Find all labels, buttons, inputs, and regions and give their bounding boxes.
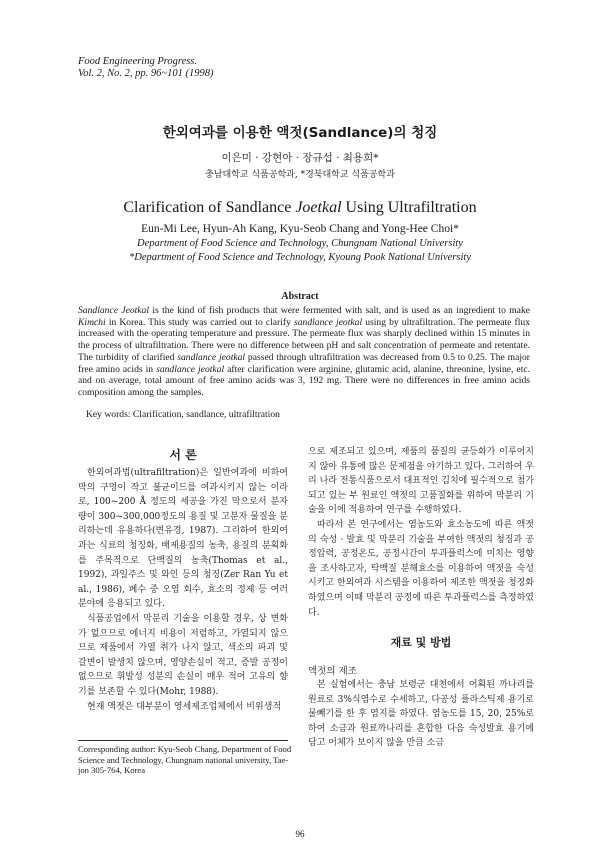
korean-title: 한외여과를 이용한 액젓(Sandlance)의 청징 [162, 125, 438, 141]
journal-volume: Vol. 2, No. 2, pp. 96~101 (1998) [78, 68, 214, 79]
abstract-body: Sandlance Jeotkal is the kind of fish products that were fermented with salt, and is used as an ingredient to make Kimchi in Korea. This study was carried out to clarify sandlance jeotkal using by ultrafiltration. The permeate flux increased with the operating temperature and pressure. The permeate flux was sharply declined within 15 minutes in the process of ultrafiltration. There were no difference between pH and salt concentration of permeate and retentate. The turbidity of clarified sandlance jeotkal passed through ultrafiltration was decreased from 0.5 to 0.25. The major free amino acids in sandlance jeotkal after clarification were arginine, glutamic acid, alanine, threonine, lysine, etc. and on average, total amount of free amino acids was 3, 192 mg. There were no differences in free amino acids composition among the samples. [78, 305, 531, 398]
methods-heading: 재료 및 방법 [390, 636, 452, 649]
right-paragraph-1: 으로 제조되고 있으며, 제품의 품질의 균등화가 이루어지지 않아 유통에 많은 문제점을 야기하고 있다. 그러하여 우리 나라 전통식품으로서 대표적인 김치에 필수적으로 첨가되고 있는 부 원료인 액젓의 고품질화를 위하여 막분리 기술을 이에 적용하여 연구를 수행하였다. [308, 447, 534, 516]
right-paragraph-2: 따라서 본 연구에서는 염농도와 효소농도에 따른 액젓의 숙성 · 발효 및 막분리 기술을 부여한 액젓의 청징과 공정압력, 공정온도, 공정시간이 투과플럭스에 미치는 영향을 조사하고자, 탁백질 분해효소를 이용하여 액젓을 숙성시키고 한외여과 시스템을 이용하여 제조한 액젓을 청징화하였으며 이때 막분리 공정에 따른 투과플럭스를 측정하였다. [308, 519, 534, 618]
footnote-line-3: jon 305-764, Korea [78, 765, 146, 775]
footnote-rule [78, 740, 288, 741]
right-column [308, 445, 534, 620]
left-column [78, 466, 288, 714]
english-affiliation-1: Department of Food Science and Technology, Chungnam National University [137, 238, 463, 249]
keywords: Key words: Clarification, sandlance, ultrafiltration [86, 409, 280, 420]
footnote-line-1: Corresponding author: Kyu-Seob Chang, Department of Food [78, 744, 292, 754]
journal-header [78, 56, 213, 80]
english-title: Clarification of Sandlance Joetkal Using Ultrafiltration [123, 199, 477, 216]
page-number: 96 [295, 829, 305, 839]
intro-paragraph-3: 현재 액젓은 대부분이 영세제조업체에서 비위생적 [87, 701, 282, 712]
methods-column [308, 678, 534, 751]
subsection-heading: 액젓의 제조 [308, 666, 357, 677]
methods-paragraph: 본 실험에서는 충남 보령군 대천에서 어획된 까나리를 원료로 3%식염수로 수세하고, 다공성 플라스틱제 용기로 물빼기를 한 후 염지를 하였다. 염농도를 15, 20, 25%로 하여 소금과 원료까나리를 혼합한 다음 숙성발효 용기에 담고 어체가 보이지 않을 만큼 소금 [308, 680, 534, 749]
footnote [78, 744, 293, 776]
intro-paragraph-1: 한외여과법(ultrafiltration)은 일반여과에 비하여 막의 구멍이 작고 불균이드를 여과시키지 않는 이라로, 100~200 Å 정도의 세공을 가진 막으로서 분자량이 300~300,000정도의 용질 및 고분자 물질을 분리하는데 유용하다(변유경, 1987). 그리하여 한외여과는 식료의 청징화, 배제용질의 농축, 용질의 분획화를 주목적으로 단백질의 농축(Thomas et al., 1992), 과일주스 및 와인 등의 청징(Zer Ran Yu et al., 1986), 폐수 중 오염 회수, 효소의 정제 등 여러 분야에 응용되고 있다. [78, 468, 288, 610]
english-authors: Eun-Mi Lee, Hyun-Ah Kang, Kyu-Seob Chang and Yong-Hee Choi* [141, 223, 459, 235]
korean-affiliation: 충남대학교 식품공학과, *경북대학교 식품공학과 [205, 170, 395, 180]
intro-paragraph-2: 식품공업에서 막분리 기술을 이용할 경우, 상 변화가 없으므로 에너지 비용이 저렴하고, 가열되지 않으므로 제품에서 가열 취가 나지 않고, 색소의 파괴 및 갈변이 발생치 않으며, 영양손실이 적고, 증발 공정이 없으므로 휘발성 성분의 손실이 매우 적어 고유의 향기를 보존할 수 있다(Mohr, 1988). [78, 613, 288, 697]
korean-authors: 이은미 · 강현아 · 장규섭 · 최용희* [221, 152, 379, 164]
intro-heading: 서 론 [169, 448, 197, 462]
abstract-heading: Abstract [281, 291, 319, 302]
footnote-line-2: Science and Technology, Chungnam national university, Tae- [78, 754, 289, 765]
english-affiliation-2: *Department of Food Science and Technology, Kyoung Pook National University [129, 252, 471, 263]
journal-name: Food Engineering Progress. [78, 56, 198, 67]
